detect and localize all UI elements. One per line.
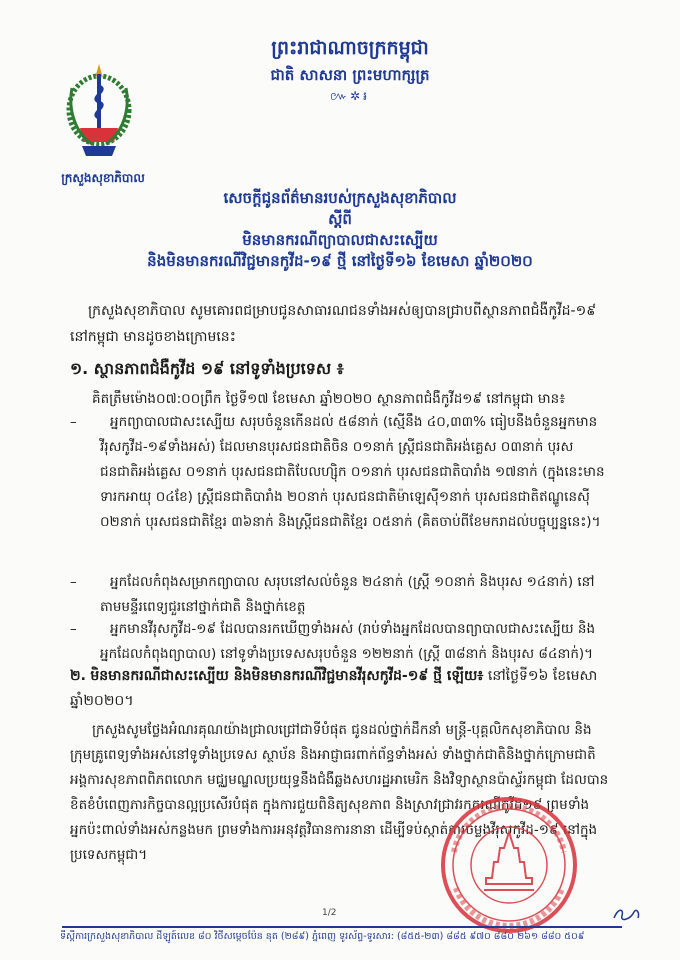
bullet-in-treatment <box>70 570 610 620</box>
intro-paragraph: ក្រសួងសុខាភិបាល សូមគោរពជម្រាបជូនសាធារណជនទាំងអស់ឲ្យបានជ្រាបពីស្ថានភាពជំងឺកូវីដ-១៩ នៅកម្ពុជា មានដូចខាងក្រោមនេះ <box>70 303 597 345</box>
bullet-total-cases <box>70 617 610 667</box>
footer-address: ទីស្តីការក្រសួងសុខាភិបាល ដីឡូត៍លេខ ៨០ វិថីសម្តេចប៉ែន នុត (២៨៩) ភ្នំពេញ ទូរស័ព្ទ-ទូរសារ: (៨៥៥-២៣) ៨៨៥ ៩៧០ ៨៨០ ២៦១ ៨៨០ ៥០៩ <box>60 931 585 942</box>
official-seal-stamp <box>434 792 584 938</box>
title-line-3: មិនមានករណីព្យាបាលជាសះស្បើយ <box>242 231 438 249</box>
section-2-body: ក្រសួងសូមថ្លែងអំណរគុណយ៉ាងជ្រាលជ្រៅជាទីបំផុត ជូនដល់ថ្នាក់ដឹកនាំ មន្ត្រី-បុគ្គលិកសុខាភិបាល និងក្រុមគ្រូពេទ្យទាំងអស់នៅទូទាំងប្រទេស ស្ថាប័ន និងអាជ្ញាធរពាក់ព័ន្ធទាំងអស់ ទាំងថ្នាក់ជាតិនិងថ្នាក់ក្រោមជាតិ អង្គការសុខភាពពិភពលោក មជ្ឈមណ្ឌលប្រយុទ្ធនឹងជំងឺឆ្លងសហរដ្ឋអាមេរិក និងវិទ្យាស្ថានប៉ាស្ទ័រកម្ពុជា ដែលបានខិតខំបំពេញភារកិច្ចបានល្អប្រសើរបំផុត ក្នុងការជួយពិនិត្យសុខភាព និងស្រាវជ្រាវរកករណីកូវីដ១៩ ព្រមទាំងអ្នកប៉ះពាល់ទាំងអស់កន្លងមក ព្រមទាំងការអនុវត្តវិធានការនានា ដើម្បីទប់ស្កាត់ការចម្លងវីរុសកូវីដ-១៩ នៅក្នុងប្រទេសកម្ពុជា។ <box>70 722 609 863</box>
page-number: 1/2 <box>322 908 337 918</box>
section-1-intro: គិតត្រឹមម៉ោង០៧:០០ព្រឹក ថ្ងៃទី១៧ ខែមេសា ឆ្នាំ២០២០ ស្ថានភាពជំងឺកូវីដ១៩ នៅកម្ពុជា មាន៖ <box>92 391 566 407</box>
bullet-recovered <box>70 410 610 535</box>
bullet-dash: – <box>70 621 77 637</box>
section-2-heading <box>70 664 610 714</box>
title-line-1: សេចក្ដីជូនព័ត៌មានរបស់ក្រសួងសុខាភិបាល <box>223 189 457 207</box>
section-2-date: នៅថ្ងៃទី១៦ ខែមេសា ឆ្នាំ២០២០។ <box>70 668 598 709</box>
signature-mark <box>612 906 642 922</box>
section-2-number: ២. <box>70 668 86 684</box>
section-1-heading: ១. ស្ថានភាពជំងឺកូវីដ ១៩ នៅទូទាំងប្រទេស ៖ <box>70 359 344 378</box>
title-line-4: និងមិនមានករណីវិជ្ជមានកូវីដ-១៩ ថ្មី នៅថ្ងៃទី១៦ ខែមេសា ឆ្នាំ២០២០ <box>147 252 533 270</box>
ministry-name: ក្រសួងសុខាភិបាល <box>61 171 145 185</box>
section-2-title: មិនមានករណីជាសះស្បើយ និងមិនមានករណីវិជ្ជមានវីរុសកូវីដ-១៩ ថ្មី ឡើយ៖ <box>90 668 484 684</box>
bullet-dash: – <box>70 414 77 430</box>
bullet-text: អ្នកដែលកំពុងសម្រាកព្យាបាល សរុបនៅសល់ចំនួន ២៤នាក់ (ស្ត្រី ១០នាក់ និងបុរស ១៤នាក់) នៅតាមមន្ទីរពេទ្យជួរនៅថ្នាក់ជាតិ និងថ្នាក់ខេត្ត <box>100 574 595 615</box>
ministry-emblem-icon <box>62 58 136 166</box>
national-motto: ជាតិ សាសនា ព្រះមហាក្សត្រ <box>270 66 430 84</box>
press-release-title <box>90 188 590 272</box>
footer-divider <box>62 926 622 928</box>
bullet-text: អ្នកព្យាបាលជាសះស្បើយ សរុបចំនួនកើនដល់ ៥៨នាក់ (ស្មើនឹង ៤០,៣៣% ធៀបនឹងចំនួនអ្នកមានវីរុសកូវីដ-១៩ទាំងអស់) ដែលមានបុរសជនជាតិចិន ០១នាក់ ស្ត្រីជនជាតិអង់គ្លេស ០៣នាក់ បុរសជនជាតិអង់គ្លេស ០១នាក់ បុរសជនជាតិបែលហ្ស៊ិក ០១នាក់ បុរសជនជាតិបារាំង ១៧នាក់ (ក្នុងនេះមានទារកអាយុ ០៤ខែ) ស្ត្រីជនជាតិបារាំង ២០នាក់ បុរសជនជាតិម៉ាឡេស៊ី១នាក់ បុរសជនជាតិឥណ្ឌូនេស៊ី ០២នាក់ បុរសជនជាតិខ្មែរ ៣៦នាក់ និងស្ត្រីជនជាតិខ្មែរ ០៥នាក់ (គិតចាប់ពីខែមករាដល់បច្ចុប្បន្ននេះ)។ <box>100 414 605 530</box>
bullet-text: អ្នកមានវីរុសកូវីដ-១៩ ដែលបានរកឃើញទាំងអស់ (រាប់ទាំងអ្នកដែលបានព្យាបាលជាសះស្បើយ និងអ្នកដែលកំពុងព្យាបាល) នៅទូទាំងប្រទេសសរុបចំនួន ១២២នាក់ (ស្ត្រី ៣៨នាក់ និងបុរស ៨៤នាក់)។ <box>100 621 596 662</box>
title-line-2: ស្ដីពី <box>328 210 352 228</box>
kingdom-header <box>200 36 500 106</box>
bullet-dash: – <box>70 574 77 590</box>
kingdom-name: ព្រះរាជាណាចក្រកម្ពុជា <box>271 37 429 59</box>
header-ornament: ៚✲៛ <box>330 89 370 103</box>
